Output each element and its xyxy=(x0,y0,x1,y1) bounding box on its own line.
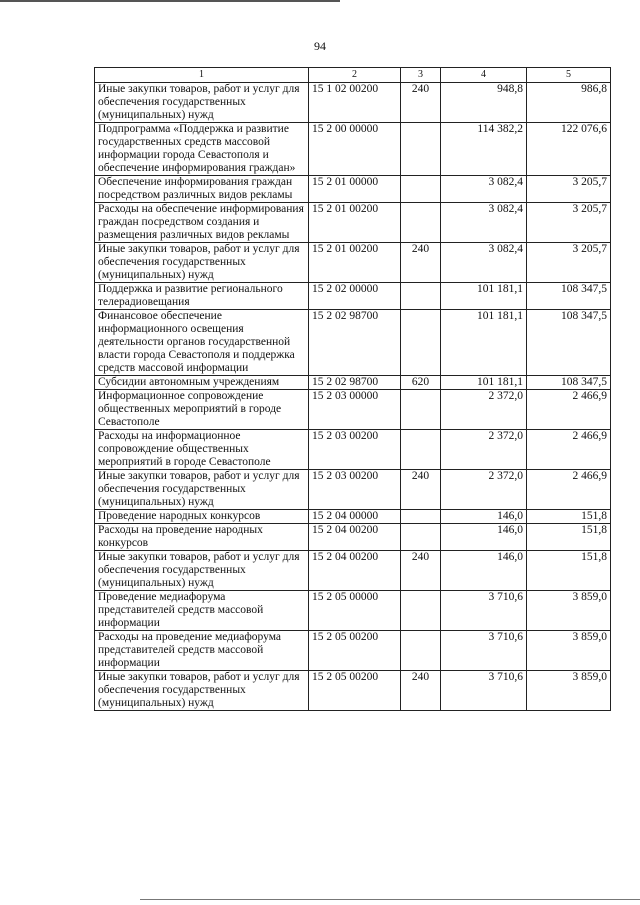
budget-table xyxy=(94,67,611,711)
row-expense-type xyxy=(401,283,441,310)
row-code: 15 2 04 00200 xyxy=(309,524,401,551)
table-row xyxy=(95,123,611,176)
table-row xyxy=(95,83,611,123)
row-value-1: 101 181,1 xyxy=(441,283,527,310)
row-code: 15 2 03 00200 xyxy=(309,470,401,510)
top-rule xyxy=(0,0,340,2)
row-value-2: 108 347,5 xyxy=(527,310,611,376)
row-value-1: 3 710,6 xyxy=(441,671,527,711)
row-name: Проведение медиафорума представителей средств массовой информации xyxy=(95,591,309,631)
header-row xyxy=(95,68,611,83)
row-name: Иные закупки товаров, работ и услуг для обеспечения государственных (муниципальных) нужд xyxy=(95,551,309,591)
row-value-1: 146,0 xyxy=(441,510,527,524)
row-value-1: 101 181,1 xyxy=(441,310,527,376)
row-value-2: 2 466,9 xyxy=(527,390,611,430)
row-value-2: 3 859,0 xyxy=(527,591,611,631)
row-expense-type xyxy=(401,631,441,671)
row-value-2: 3 205,7 xyxy=(527,203,611,243)
table-row xyxy=(95,310,611,376)
row-code: 15 2 05 00200 xyxy=(309,631,401,671)
table-row xyxy=(95,671,611,711)
row-name: Финансовое обеспечение информационного освещения деятельности органов государственной власти города Севастополя и поддержка средств массовой информации xyxy=(95,310,309,376)
row-value-2: 3 859,0 xyxy=(527,671,611,711)
row-value-2: 151,8 xyxy=(527,510,611,524)
table-row xyxy=(95,510,611,524)
row-expense-type xyxy=(401,123,441,176)
row-name: Субсидии автономным учреждениям xyxy=(95,376,309,390)
header-col-5: 5 xyxy=(527,68,611,83)
table-row xyxy=(95,551,611,591)
row-value-2: 3 205,7 xyxy=(527,176,611,203)
table-row xyxy=(95,390,611,430)
row-expense-type xyxy=(401,430,441,470)
row-expense-type: 620 xyxy=(401,376,441,390)
table-row xyxy=(95,243,611,283)
row-expense-type: 240 xyxy=(401,551,441,591)
table-row xyxy=(95,524,611,551)
row-value-2: 151,8 xyxy=(527,551,611,591)
table-row xyxy=(95,430,611,470)
row-expense-type xyxy=(401,310,441,376)
row-expense-type xyxy=(401,203,441,243)
row-value-2: 2 466,9 xyxy=(527,430,611,470)
row-value-2: 151,8 xyxy=(527,524,611,551)
row-name: Иные закупки товаров, работ и услуг для обеспечения государственных (муниципальных) нужд xyxy=(95,671,309,711)
row-value-1: 2 372,0 xyxy=(441,430,527,470)
row-value-1: 146,0 xyxy=(441,551,527,591)
table-row xyxy=(95,376,611,390)
row-name: Расходы на обеспечение информирования граждан посредством создания и размещения различных видов рекламы xyxy=(95,203,309,243)
row-name: Обеспечение информирования граждан посредством различных видов рекламы xyxy=(95,176,309,203)
row-code: 15 2 01 00000 xyxy=(309,176,401,203)
row-code: 15 2 02 98700 xyxy=(309,310,401,376)
row-code: 15 2 04 00200 xyxy=(309,551,401,591)
row-value-1: 114 382,2 xyxy=(441,123,527,176)
row-name: Поддержка и развитие регионального телерадиовещания xyxy=(95,283,309,310)
row-code: 15 2 01 00200 xyxy=(309,203,401,243)
header-col-4: 4 xyxy=(441,68,527,83)
row-value-1: 3 082,4 xyxy=(441,176,527,203)
row-code: 15 2 00 00000 xyxy=(309,123,401,176)
row-value-1: 146,0 xyxy=(441,524,527,551)
row-code: 15 2 01 00200 xyxy=(309,243,401,283)
row-code: 15 2 05 00000 xyxy=(309,591,401,631)
row-code: 15 2 02 98700 xyxy=(309,376,401,390)
row-code: 15 1 02 00200 xyxy=(309,83,401,123)
bottom-rule xyxy=(140,899,640,900)
row-value-1: 3 710,6 xyxy=(441,591,527,631)
row-code: 15 2 03 00000 xyxy=(309,390,401,430)
row-expense-type xyxy=(401,591,441,631)
table-row xyxy=(95,470,611,510)
header-col-2: 2 xyxy=(309,68,401,83)
row-code: 15 2 04 00000 xyxy=(309,510,401,524)
row-expense-type xyxy=(401,390,441,430)
row-expense-type xyxy=(401,176,441,203)
header-col-3: 3 xyxy=(401,68,441,83)
row-name: Подпрограмма «Поддержка и развитие государственных средств массовой информации города Севастополя и обеспечение информирования граждан» xyxy=(95,123,309,176)
table-row xyxy=(95,631,611,671)
row-name: Иные закупки товаров, работ и услуг для обеспечения государственных (муниципальных) нужд xyxy=(95,243,309,283)
row-value-2: 3 205,7 xyxy=(527,243,611,283)
row-name: Расходы на проведение народных конкурсов xyxy=(95,524,309,551)
row-value-2: 3 859,0 xyxy=(527,631,611,671)
row-expense-type: 240 xyxy=(401,243,441,283)
row-name: Иные закупки товаров, работ и услуг для обеспечения государственных (муниципальных) нужд xyxy=(95,83,309,123)
row-value-1: 3 082,4 xyxy=(441,243,527,283)
row-value-1: 101 181,1 xyxy=(441,376,527,390)
table-row xyxy=(95,283,611,310)
row-name: Информационное сопровождение общественных мероприятий в городе Севастополе xyxy=(95,390,309,430)
row-code: 15 2 02 00000 xyxy=(309,283,401,310)
row-value-2: 108 347,5 xyxy=(527,283,611,310)
row-value-2: 986,8 xyxy=(527,83,611,123)
header-col-1: 1 xyxy=(95,68,309,83)
row-value-1: 948,8 xyxy=(441,83,527,123)
row-code: 15 2 03 00200 xyxy=(309,430,401,470)
row-name: Проведение народных конкурсов xyxy=(95,510,309,524)
row-expense-type xyxy=(401,524,441,551)
table-row xyxy=(95,176,611,203)
row-expense-type: 240 xyxy=(401,470,441,510)
table-row xyxy=(95,591,611,631)
row-value-1: 2 372,0 xyxy=(441,470,527,510)
row-expense-type: 240 xyxy=(401,83,441,123)
row-name: Расходы на проведение медиафорума представителей средств массовой информации xyxy=(95,631,309,671)
row-value-1: 3 082,4 xyxy=(441,203,527,243)
row-name: Расходы на информационное сопровождение общественных мероприятий в городе Севастополе xyxy=(95,430,309,470)
row-value-1: 2 372,0 xyxy=(441,390,527,430)
row-value-1: 3 710,6 xyxy=(441,631,527,671)
table-row xyxy=(95,203,611,243)
row-expense-type: 240 xyxy=(401,671,441,711)
row-value-2: 122 076,6 xyxy=(527,123,611,176)
row-value-2: 108 347,5 xyxy=(527,376,611,390)
page-number: 94 xyxy=(314,39,326,53)
row-value-2: 2 466,9 xyxy=(527,470,611,510)
row-code: 15 2 05 00200 xyxy=(309,671,401,711)
row-name: Иные закупки товаров, работ и услуг для обеспечения государственных (муниципальных) нужд xyxy=(95,470,309,510)
row-expense-type xyxy=(401,510,441,524)
